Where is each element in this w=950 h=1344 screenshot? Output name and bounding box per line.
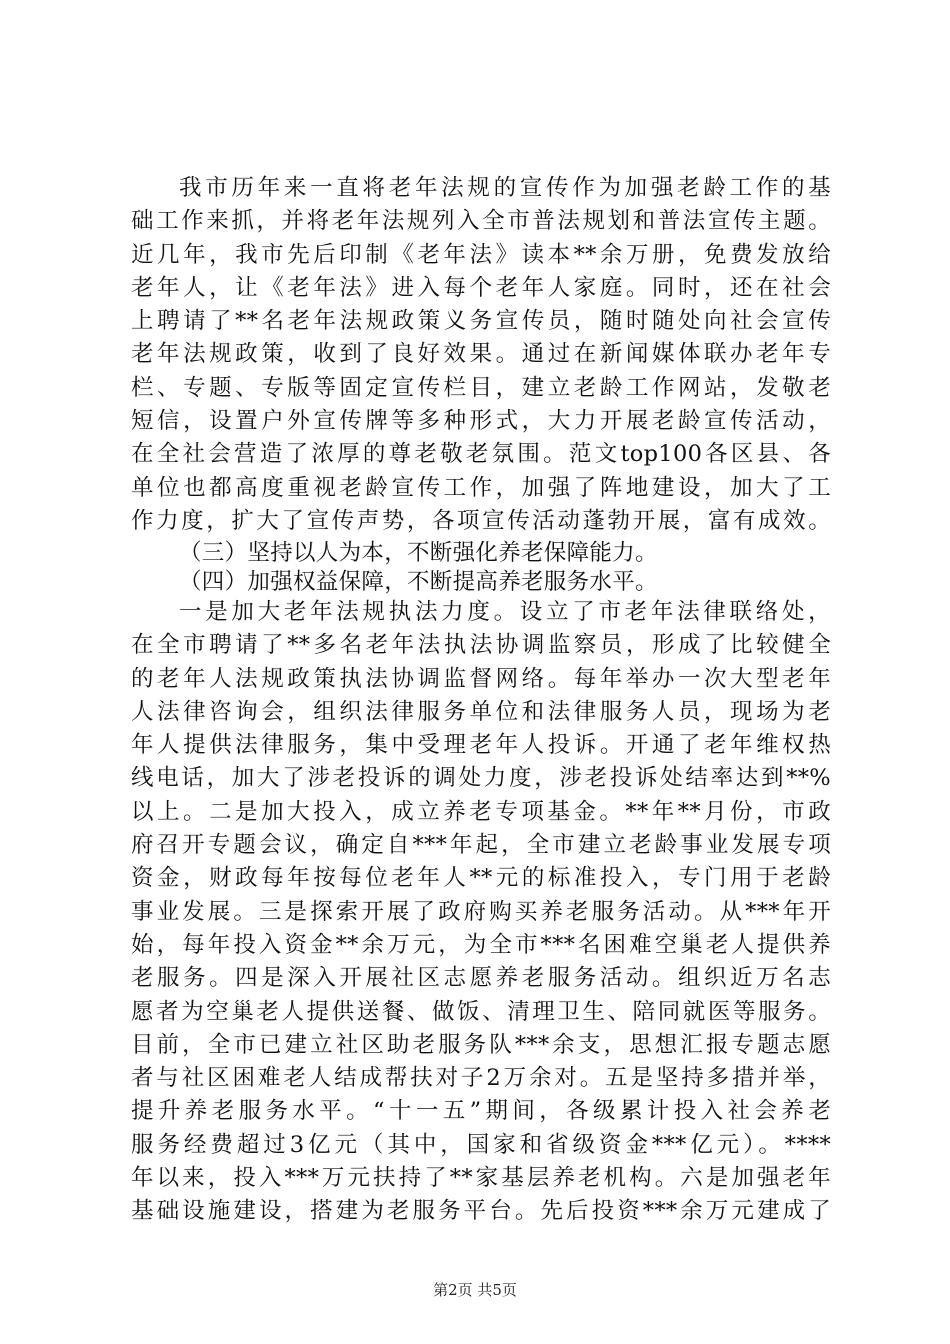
paragraph-line: 线电话，加大了涉老投诉的调处力度，涉老投诉处结率达到**% xyxy=(131,765,831,792)
paragraph-line: 我市历年来一直将老年法规的宣传作为加强老龄工作的基 xyxy=(179,175,831,201)
section-heading-4 xyxy=(131,566,831,599)
paragraph-line: 老服务。四是深入开展社区志愿养老服务活动。组织近万名志 xyxy=(131,965,831,992)
body-paragraph-publicity xyxy=(131,172,831,538)
paragraph-line: 础工作来抓，并将老年法规列入全市普法规划和普法宣传主题。 xyxy=(131,208,831,235)
paragraph-line: 栏、专题、专版等固定宣传栏目，建立老龄工作网站，发敬老 xyxy=(131,374,831,401)
paragraph-line: 年以来，投入***万元扶持了**家基层养老机构。六是加强老年 xyxy=(131,1165,831,1192)
section-heading-text: （三）坚持以人为本，不断强化养老保障能力。 xyxy=(179,540,658,566)
paragraph-line: 年人提供法律服务，集中受理老年人投诉。开通了老年维权热 xyxy=(131,732,831,759)
paragraph-line: 事业发展。三是探索开展了政府购买养老服务活动。从***年开 xyxy=(131,898,831,925)
paragraph-line: 老年人，让《老年法》进入每个老年人家庭。同时，还在社会 xyxy=(131,274,831,301)
paragraph-line: 基础设施建设，搭建为老服务平台。先后投资***余万元建成了 xyxy=(131,1198,831,1225)
paragraph-line: 在全社会营造了浓厚的尊老敬老氛围。范文top100各区县、各 xyxy=(131,441,831,468)
paragraph-line: 愿者为空巢老人提供送餐、做饭、清理卫生、陪同就医等服务。 xyxy=(131,998,831,1025)
section-heading-text: （四）加强权益保障，不断提高养老服务水平。 xyxy=(179,569,658,595)
paragraph-line: 人法律咨询会，组织法律服务单位和法律服务人员，现场为老 xyxy=(131,698,831,725)
paragraph-line: 始，每年投入资金**余万元，为全市***名困难空巢老人提供养 xyxy=(131,931,831,958)
paragraph-line: 的老年人法规政策执法协调监督网络。每年举办一次大型老年 xyxy=(131,665,831,692)
paragraph-line: 单位也都高度重视老龄宣传工作，加强了阵地建设，加大了工 xyxy=(131,474,831,501)
paragraph-line: 作力度，扩大了宣传声势，各项宣传活动蓬勃开展，富有成效。 xyxy=(131,507,831,534)
paragraph-line: 目前，全市已建立社区助老服务队***余支，思想汇报专题志愿 xyxy=(131,1031,831,1058)
paragraph-line: 一是加大老年法规执法力度。设立了市老年法律联络处， xyxy=(179,599,831,625)
paragraph-line: 服务经费超过3亿元（其中，国家和省级资金***亿元）。**** xyxy=(131,1131,831,1158)
paragraph-line: 资金，财政每年按每位老年人**元的标准投入，专门用于老龄 xyxy=(131,865,831,892)
paragraph-line: 提升养老服务水平。“十一五”期间，各级累计投入社会养老 xyxy=(131,1098,831,1125)
paragraph-line: 老年法规政策，收到了良好效果。通过在新闻媒体联办老年专 xyxy=(131,341,831,368)
paragraph-line: 府召开专题会议，确定自***年起，全市建立老龄事业发展专项 xyxy=(131,832,831,859)
paragraph-line: 近几年，我市先后印制《老年法》读本**余万册，免费发放给 xyxy=(131,241,831,268)
body-paragraph-rights xyxy=(131,596,831,1229)
paragraph-line: 以上。二是加大投入，成立养老专项基金。**年**月份，市政 xyxy=(131,798,831,825)
paragraph-line: 者与社区困难老人结成帮扶对子2万余对。五是坚持多措并举， xyxy=(131,1065,831,1092)
paragraph-line: 在全市聘请了**多名老年法执法协调监察员，形成了比较健全 xyxy=(131,632,831,659)
paragraph-line: 短信，设置户外宣传牌等多种形式，大力开展老龄宣传活动， xyxy=(131,408,831,435)
page-number-footer: 第2页 共5页 xyxy=(433,1281,517,1299)
paragraph-line: 上聘请了**名老年法规政策义务宣传员，随时随处向社会宣传 xyxy=(131,308,831,335)
